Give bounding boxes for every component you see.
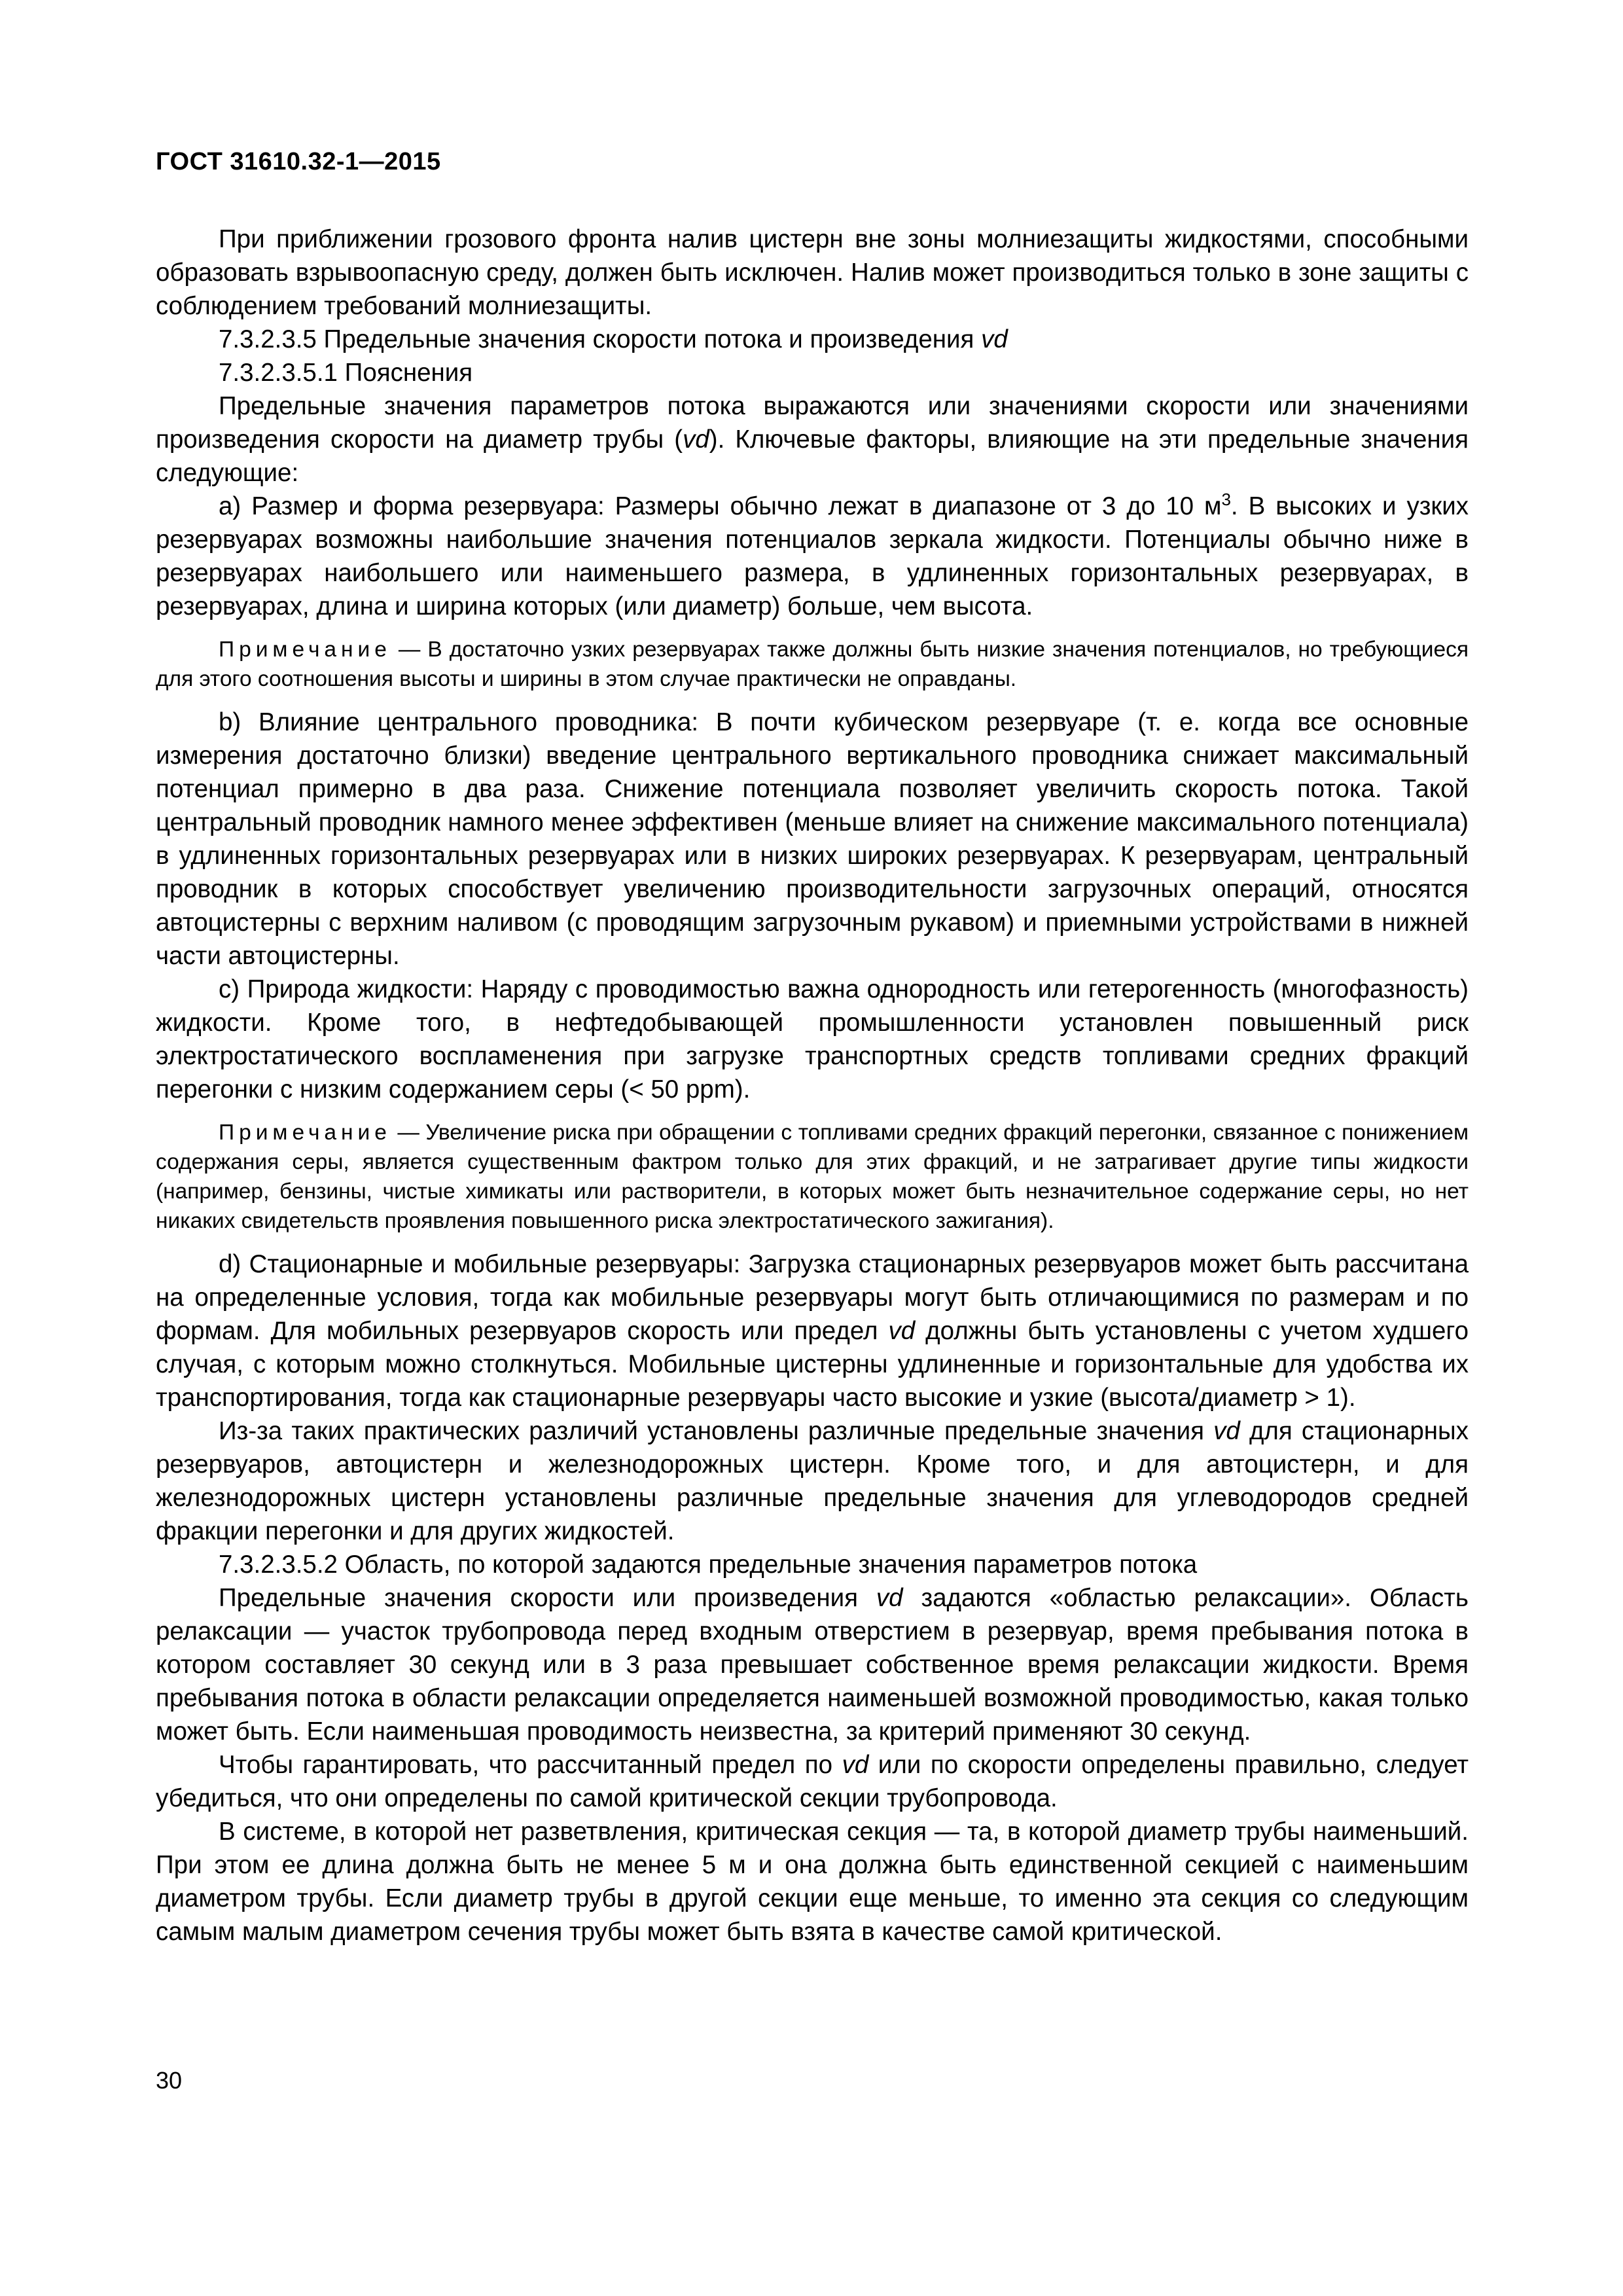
text-part: Из-за таких практических различий установлены различные предельные значения xyxy=(219,1417,1214,1445)
vd-symbol: vd xyxy=(888,1317,916,1345)
text-part: задаются «областью релаксации». Область релаксации — участок трубопровода перед входным отверстием в резервуар, время пребывания потока в котором составляет 30 секунд или в 3 раза превышает собственное время релаксации жидкости. Время пребывания потока в области релаксации определяется наименьшей возможной проводимостью, какая только может быть. Если наименьшая проводимость неизвестна, за критерий применяют 30 секунд. xyxy=(156,1584,1469,1746)
section-heading-7-3-2-3-5-1: 7.3.2.3.5.1 Пояснения xyxy=(219,359,473,387)
vd-symbol: vd xyxy=(876,1584,903,1612)
section-heading-7-3-2-3-5 xyxy=(156,323,1469,356)
vd-symbol: vd xyxy=(981,325,1008,353)
paragraph-relaxation-area xyxy=(156,1581,1469,1748)
text-part: для стационарных резервуаров, автоцистерн и железнодорожных цистерн. Кроме того, и для автоцистерн, и для железнодорожных цистерн установлены различные предельные значения для углеводородов средней фракции перегонки и для других жидкостей. xyxy=(156,1417,1469,1545)
heading-text: 7.3.2.3.5 Предельные значения скорости потока и произведения xyxy=(219,325,982,353)
text-part: Предельные значения скорости или произведения xyxy=(219,1584,876,1612)
list-item-c: c) Природа жидкости: Наряду с проводимостью важна однородность или гетерогенность (многофазность) жидкости. Кроме того, в нефтедобывающей промышленности установлен повышенный риск электростатического воспламенения при загрузке транспортных средств топливами средних фракций перегонки с низким содержанием серы (< 50 ppm). xyxy=(156,975,1469,1103)
text-part: ). Ключевые факторы, влияющие на эти предельные значения следующие: xyxy=(156,425,1469,487)
text-part: должны быть установлены с учетом худшего случая, с которым можно столкнуться. Мобильные цистерны удлиненные и горизонтальные для удобства их транспортирования, тогда как стационарные резервуары часто высокие и узкие (высота/диаметр > 1). xyxy=(156,1317,1469,1412)
page-number: 30 xyxy=(156,2067,183,2094)
vd-symbol: vd xyxy=(1213,1417,1240,1445)
paragraph-guarantee xyxy=(156,1748,1469,1815)
paragraph-critical-section: В системе, в которой нет разветвления, критическая секция — та, в которой диаметр трубы наименьший. При этом ее длина должна быть не менее 5 м и она должна быть единственной секцией с наименьшим диаметром трубы. Если диаметр трубы в другой секции еще меньше, то именно эта секция со следующим самым малым диаметром сечения трубы может быть взята в качестве самой критической. xyxy=(156,1818,1469,1946)
document-body xyxy=(156,223,1469,1948)
text-part: d) Стационарные и мобильные резервуары: Загрузка стационарных резервуаров может быть рассчитана на определенные условия, тогда как мобильные резервуары могут быть отличающимися по размерам и по формам. Для мобильных резервуаров скорость или предел xyxy=(156,1250,1469,1345)
note-label: Примечание xyxy=(219,637,391,662)
paragraph-practical-differences xyxy=(156,1414,1469,1548)
text-part: или по скорости определены правильно, следует убедиться, что они определены по самой критической секции трубопровода. xyxy=(156,1751,1469,1812)
vd-symbol: vd xyxy=(683,425,709,454)
list-item-d xyxy=(156,1247,1469,1414)
list-item-a xyxy=(156,490,1469,623)
note-text: — Увеличение риска при обращении с топливами средних фракций перегонки, связанное с понижением содержания серы, является существенным фактром только для этих фракций, и не затрагивает другие типы жидкости (например, бензины, чистые химикаты или растворители, в которых может быть незначительное содержание серы, но нет никаких свидетельств проявления повышенного риска электростатического зажигания). xyxy=(156,1121,1469,1233)
paragraph-lightning: При приближении грозового фронта налив цистерн вне зоны молниезащиты жидкостями, способными образовать взрывоопасную среду, должен быть исключен. Налив может производиться только в зоне защиты с соблюдением требований молниезащиты. xyxy=(156,225,1469,320)
text-part: Чтобы гарантировать, что рассчитанный предел по xyxy=(219,1751,842,1779)
note-label: Примечание xyxy=(219,1121,391,1145)
vd-symbol: vd xyxy=(842,1751,869,1779)
note-1 xyxy=(156,635,1469,694)
text-part: a) Размер и форма резервуара: Размеры обычно лежат в диапазоне от 3 до 10 м xyxy=(219,492,1222,520)
list-item-b: b) Влияние центрального проводника: В почти кубическом резервуаре (т. е. когда все основные измерения достаточно близки) введение центрального вертикального проводника снижает максимальный потенциал примерно в два раза. Снижение потенциала позволяет увеличить скорость потока. Такой центральный проводник намного менее эффективен (меньше влияет на снижение максимального потенциала) в удлиненных горизонтальных резервуарах или в низких широких резервуарах. К резервуарам, центральный проводник в которых способствует увеличению производительности загрузочных операций, относятся автоцистерны с верхним наливом (с проводящим загрузочным рукавом) и приемными устройствами в нижней части автоцистерны. xyxy=(156,708,1469,970)
document-header: ГОСТ 31610.32-1—2015 xyxy=(156,148,441,175)
text-part: . В высоких и узких резервуарах возможны наибольшие значения потенциалов зеркала жидкости. Потенциалы обычно ниже в резервуарах наибольшего или наименьшего размера, в удлиненных горизонтальных резервуарах, в резервуарах, длина и ширина которых (или диаметр) больше, чем высота. xyxy=(156,492,1469,620)
paragraph-flow-limits xyxy=(156,389,1469,490)
note-text: — В достаточно узких резервуарах также должны быть низкие значения потенциалов, но требующиеся для этого соотношения высоты и ширины в этом случае практически не оправданы. xyxy=(156,637,1469,691)
section-heading-7-3-2-3-5-2: 7.3.2.3.5.2 Область, по которой задаются предельные значения параметров потока xyxy=(219,1551,1198,1579)
note-2 xyxy=(156,1118,1469,1236)
superscript: 3 xyxy=(1221,490,1231,510)
text-part: Предельные значения параметров потока выражаются или значениями скорости или значениями произведения скорости на диаметр трубы ( xyxy=(156,392,1469,454)
